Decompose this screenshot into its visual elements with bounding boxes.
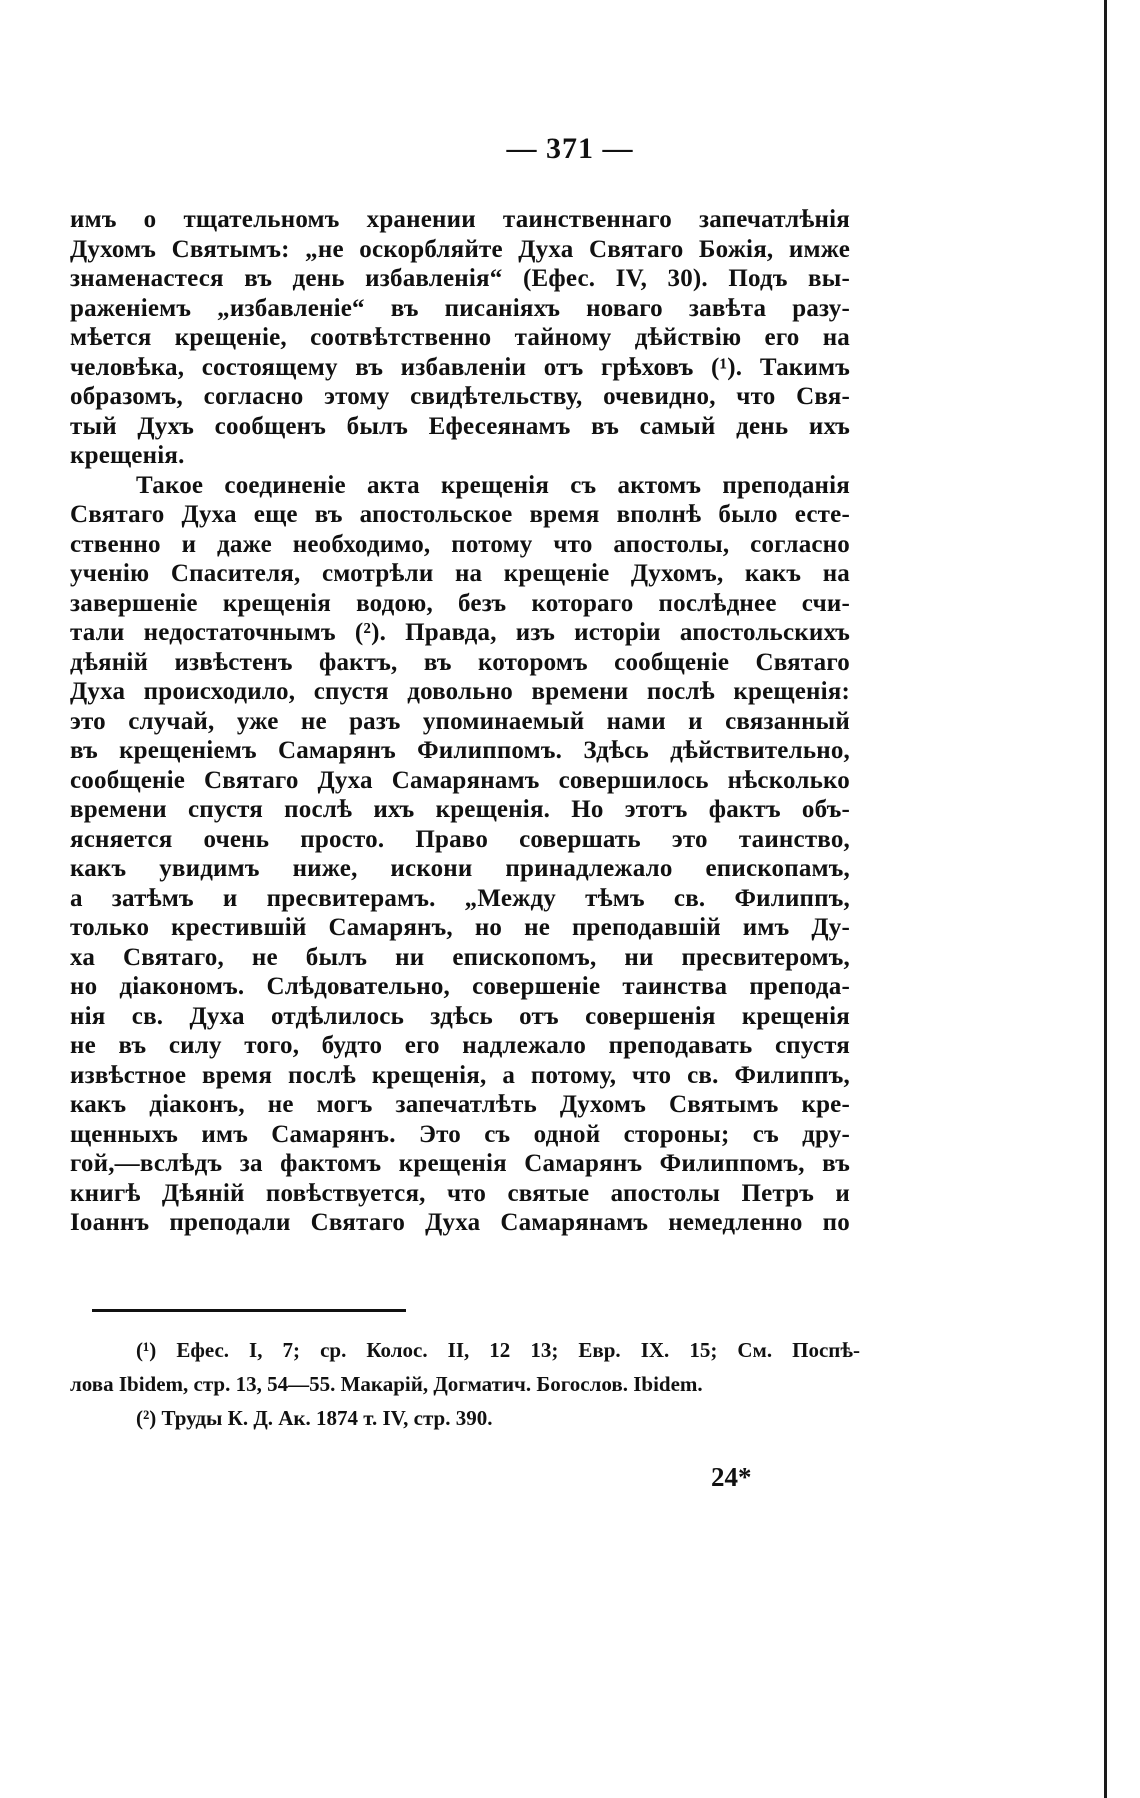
text-line: Святаго Духа еще въ апостольское время вполнѣ было есте- bbox=[70, 501, 850, 528]
text-line: Іоаннъ преподали Святаго Духа Самарянамъ немедленно по bbox=[70, 1209, 850, 1236]
text-line: это случай, уже не разъ упоминаемый нами и связанный bbox=[70, 707, 850, 735]
footnote-1-continuation: лова Ibidem, стр. 13, 54—55. Макарій, Догматич. Богослов. Ibidem. bbox=[70, 1372, 703, 1396]
text-line: образомъ, согласно этому свидѣтельству, очевидно, что Свя- bbox=[70, 383, 850, 410]
text-line: Духа происходило, спустя довольно времени послѣ крещенія: bbox=[70, 678, 850, 705]
text-line: раженіемъ „избавленіе“ въ писаніяхъ новаго завѣта разу- bbox=[70, 294, 850, 322]
text-line: ха Святаго, не былъ ни епископомъ, ни пресвитеромъ, bbox=[70, 943, 850, 971]
text-line: человѣка, состоящему въ избавленіи отъ грѣховъ (¹). Такимъ bbox=[70, 353, 850, 381]
scan-edge-line bbox=[1104, 0, 1107, 1798]
text-line: дѣяній извѣстенъ фактъ, въ которомъ сообщеніе Святаго bbox=[70, 648, 850, 676]
footnote-divider bbox=[92, 1309, 406, 1312]
text-line: имъ о тщательномъ хранении таинственнаго запечатлѣнія bbox=[70, 206, 850, 233]
body-text bbox=[70, 205, 850, 1238]
text-line: а затѣмъ и пресвитерамъ. „Между тѣмъ св. Филиппъ, bbox=[70, 884, 850, 912]
text-line: книгѣ Дѣяній повѣствуется, что святые апостолы Петръ и bbox=[70, 1179, 850, 1207]
text-line: крещенія. bbox=[70, 442, 185, 469]
text-line: гой,—вслѣдъ за фактомъ крещенія Самарянъ Филиппомъ, въ bbox=[70, 1150, 850, 1177]
page-number: — 371 — bbox=[506, 132, 634, 165]
text-line: ственно и даже необходимо, потому что апостолы, согласно bbox=[70, 530, 850, 558]
text-line: сообщеніе Святаго Духа Самарянамъ совершилось нѣсколько bbox=[70, 766, 850, 794]
text-line: знаменастеся въ день избавленія“ (Ефес. IV, 30). Подъ вы- bbox=[70, 265, 850, 292]
footnotes bbox=[70, 1333, 860, 1435]
text-line: ученію Спасителя, смотрѣли на крещеніе Духомъ, какъ на bbox=[70, 560, 850, 587]
signature-mark: 24* bbox=[711, 1462, 752, 1492]
text-line: какъ увидимъ ниже, искони принадлежало епископамъ, bbox=[70, 855, 850, 882]
text-line: въ крещеніемъ Самарянъ Филиппомъ. Здѣсь дѣйствительно, bbox=[70, 737, 850, 764]
text-line: Духомъ Святымъ: „не оскорбляйте Духа Святаго Божія, имже bbox=[70, 235, 850, 263]
footnote-2-line: (²) Труды К. Д. Ак. 1874 т. IV, стр. 390. bbox=[136, 1406, 493, 1430]
text-line: мѣется крещеніе, соотвѣтственно тайному дѣйствію его на bbox=[70, 324, 850, 351]
text-line: нія св. Духа отдѣлилось здѣсь отъ совершенія крещенія bbox=[70, 1002, 850, 1030]
text-line: тали недостаточнымъ (²). Правда, изъ исторіи апостольскихъ bbox=[70, 619, 850, 646]
text-line: только крестившій Самарянъ, но не преподавшій имъ Ду- bbox=[70, 914, 850, 941]
text-line: тый Духъ сообщенъ былъ Ефесеянамъ въ самый день ихъ bbox=[70, 412, 850, 440]
text-line: ясняется очень просто. Право совершать это таинство, bbox=[70, 825, 850, 853]
text-line: щенныхъ имъ Самарянъ. Это съ одной стороны; съ дру- bbox=[70, 1120, 850, 1148]
text-line: какъ діаконъ, не могъ запечатлѣть Духомъ Святымъ кре- bbox=[70, 1091, 850, 1118]
text-line: извѣстное время послѣ крещенія, а потому, что св. Филиппъ, bbox=[70, 1061, 850, 1089]
text-line: не въ силу того, будто его надлежало преподавать спустя bbox=[70, 1032, 850, 1059]
text-line: завершеніе крещенія водою, безъ котораго послѣднее счи- bbox=[70, 589, 850, 617]
footnote-1-line: (¹) Ефес. I, 7; ср. Колос. II, 12 13; Евр. IX. 15; См. Поспѣ- bbox=[136, 1338, 860, 1362]
text-line: времени спустя послѣ ихъ крещенія. Но этотъ фактъ объ- bbox=[70, 796, 850, 823]
paragraph-start-line: Такое соединеніе акта крещенія съ актомъ преподанія bbox=[136, 471, 850, 499]
text-line: но діакономъ. Слѣдовательно, совершеніе таинства препода- bbox=[70, 973, 850, 1000]
